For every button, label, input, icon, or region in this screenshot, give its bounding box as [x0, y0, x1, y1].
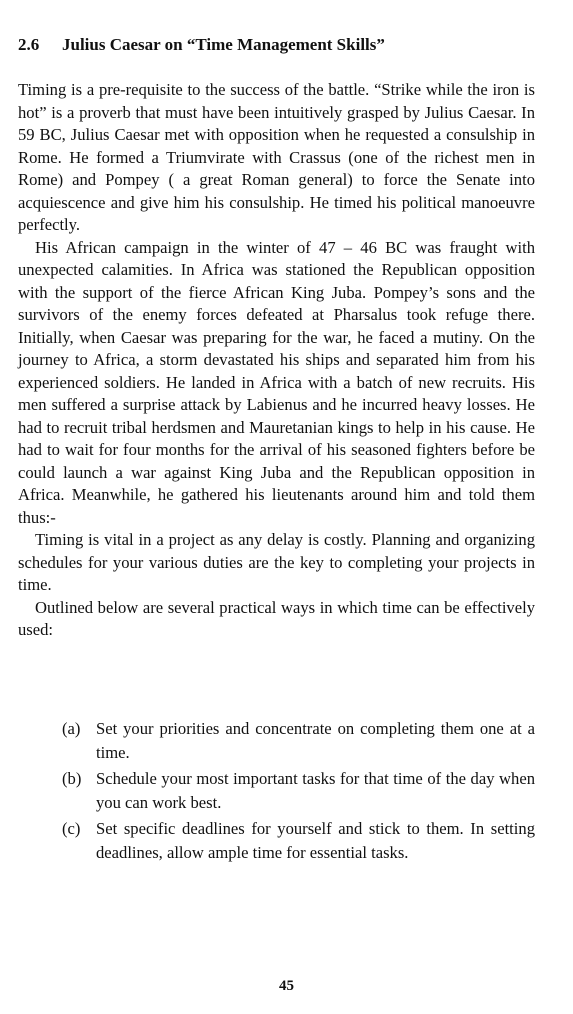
list-marker: (b) [62, 769, 82, 788]
section-number: 2.6 [18, 35, 40, 54]
list-marker: (c) [62, 819, 81, 838]
paragraph-timing: Timing is a pre-requisite to the success of the battle. “Strike while the iron is hot” is a proverb that must have been intuitively grasped by Julius Caesar. In 59 BC, Julius Caesar met with opposition when he requested a consulship in Rome. He formed a Triumvirate with Crassus (one of the richest men in Rome) and Pompey ( a great Roman general) to force the Senate into acquiescence and give him his consulship. He timed his political manoeuvre perfectly. [18, 80, 535, 234]
list-item [62, 767, 535, 814]
practical-ways-list [62, 717, 535, 867]
paragraph-timing-vital: Timing is vital in a project as any delay is costly. Planning and organizing schedules for your various duties are the key to completing your projects in time. [18, 530, 535, 594]
list-item [62, 817, 535, 864]
list-item [62, 717, 535, 764]
paragraph-african-campaign: His African campaign in the winter of 47 – 46 BC was fraught with unexpected calamities. In Africa was stationed the Republican opposition with the support of the fierce African King Juba. Pompey’s sons and the survivors of the enemy forces defeated at Pharsalus took refuge there. Initially, when Caesar was preparing for the war, he faced a mutiny. On the journey to Africa, a storm devastated his ships and separated him from his experienced soldiers. He landed in Africa with a batch of new recruits. His men suffered a surprise attack by Labienus and he incurred heavy losses. He had to recruit tribal herdsmen and Mauretanian kings to help in his cause. He had to wait for four months for the arrival of his seasoned fighters before be could launch a war against King Juba and the Republican opposition in Africa. Meanwhile, he gathered his lieutenants around him and told them thus:- [18, 237, 535, 527]
page-number: 45 [279, 978, 294, 994]
section-heading [18, 35, 558, 55]
list-item-text: Set your priorities and concentrate on completing them one at a time. [96, 719, 535, 762]
section-title: Julius Caesar on “Time Management Skills” [62, 35, 385, 54]
paragraph-outlined-below: Outlined below are several practical ways in which time can be effectively used: [18, 597, 535, 639]
list-marker: (a) [62, 719, 81, 738]
list-item-text: Schedule your most important tasks for that time of the day when you can work best. [96, 769, 535, 812]
body-text [18, 79, 535, 642]
list-item-text: Set specific deadlines for yourself and stick to them. In setting deadlines, allow ample time for essential tasks. [96, 819, 535, 862]
